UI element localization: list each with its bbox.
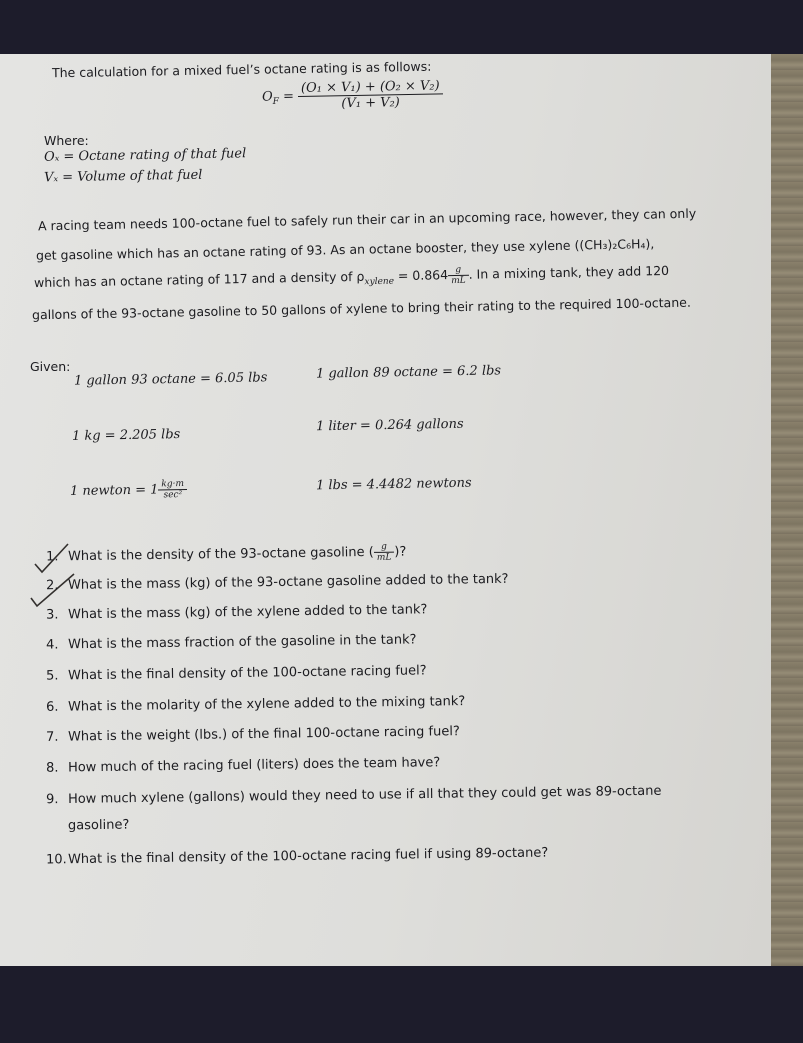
question-text: How much of the racing fuel (liters) does the team have? — [67, 755, 441, 776]
given-kg-lbs: 1 kg = 2.205 lbs — [71, 427, 181, 444]
question-number: 5. — [45, 668, 59, 684]
question-number: 7. — [45, 729, 59, 745]
question-6 — [46, 694, 465, 715]
question-text: What is the final density of the 100-octane racing fuel if using 89-octane? — [67, 845, 549, 868]
given-93-octane: 1 gallon 93 octane = 6.05 lbs — [73, 370, 268, 389]
formula-fraction — [298, 78, 443, 112]
question-text: What is the density of the 93-octane gasoline ( — [67, 544, 374, 565]
background-edge — [771, 54, 803, 966]
newton-lhs: 1 newton = 1 — [69, 482, 159, 500]
problem-line-4: gallons of the 93-octane gasoline to 50 gallons of xylene to bring their rating to the required 100-octane. — [31, 294, 691, 323]
where-label: Where: — [44, 133, 89, 148]
formula-lhs-sub: F — [272, 96, 280, 107]
newton-den: sec² — [163, 490, 183, 501]
question-number: 2. — [45, 578, 59, 594]
question-number: 6. — [45, 699, 59, 715]
definition-octane: Oₓ = Octane rating of that fuel — [43, 146, 247, 165]
question-10 — [46, 845, 548, 867]
problem-line-1: A racing team needs 100-octane fuel to safely run their car in an upcoming race, however, they can only — [37, 205, 697, 234]
density-unit-den: mL — [451, 275, 466, 287]
problem-line-3-b: = 0.864 — [393, 267, 449, 284]
formula-numerator: (O₁ × V₁) + (O₂ × V₂) — [298, 78, 443, 97]
density-unit-num: g — [448, 265, 469, 276]
problem-line-2: get gasoline which has an octane rating of 93. As an octane booster, they use xylene ((CH₃)₂C₆H₄), — [35, 236, 655, 263]
rho-subscript: xylene — [364, 276, 395, 288]
question-text: What is the mass fraction of the gasoline in the tank? — [67, 632, 417, 653]
question-4 — [46, 632, 417, 652]
question-number: 4. — [45, 637, 59, 653]
worksheet-page — [0, 54, 803, 966]
question-number: 3. — [45, 607, 59, 623]
question-9-continued — [68, 818, 130, 834]
given-liter-gallons: 1 liter = 0.264 gallons — [315, 416, 464, 435]
question-text: What is the molarity of the xylene added to the mixing tank? — [67, 694, 466, 715]
definition-volume: Vₓ = Volume of that fuel — [43, 167, 203, 186]
question-text: What is the mass (kg) of the xylene added to the tank? — [67, 602, 428, 623]
intro-text: The calculation for a mixed fuel’s octane rating is as follows: — [51, 58, 432, 81]
question-1-unit-den: mL — [376, 552, 392, 563]
question-number: 10. — [45, 852, 67, 868]
question-9 — [46, 784, 662, 808]
question-number: 8. — [45, 760, 59, 776]
newton-num: kg·m — [158, 479, 187, 490]
density-unit — [448, 265, 469, 286]
question-number: 9. — [45, 792, 59, 808]
problem-line-3-c: . In a mixing tank, they add 120 — [468, 262, 670, 282]
question-1-unit-num: g — [374, 542, 395, 553]
given-label: Given: — [30, 359, 71, 374]
question-1 — [46, 541, 407, 567]
question-8 — [46, 755, 440, 776]
formula-eq: = — [278, 88, 299, 105]
given-89-octane: 1 gallon 89 octane = 6.2 lbs — [315, 363, 502, 382]
problem-line-3-a: which has an octane rating of 117 and a density of ρ — [33, 268, 365, 291]
question-1-tail: )? — [394, 544, 407, 560]
formula-lhs: O — [261, 89, 273, 105]
question-text: How much xylene (gallons) would they need to use if all that they could get was 89-octane — [67, 783, 662, 807]
question-2 — [46, 572, 509, 593]
given-lbs-newtons: 1 lbs = 4.4482 newtons — [315, 475, 472, 494]
problem-line-3 — [34, 261, 669, 294]
octane-formula — [262, 78, 443, 112]
question-7 — [46, 724, 460, 745]
formula-denominator: (V₁ + V₂) — [341, 95, 400, 112]
question-text: gasoline? — [67, 817, 130, 834]
question-number: 1. — [45, 549, 59, 565]
question-text: What is the final density of the 100-octane racing fuel? — [67, 663, 427, 684]
question-3 — [46, 602, 428, 622]
question-text: What is the weight (lbs.) of the final 100-octane racing fuel? — [67, 724, 460, 745]
question-5 — [46, 663, 427, 683]
question-1-unit — [374, 542, 395, 563]
given-newton — [70, 479, 187, 502]
newton-fraction — [158, 479, 187, 500]
question-text: What is the mass (kg) of the 93-octane gasoline added to the tank? — [67, 571, 509, 593]
